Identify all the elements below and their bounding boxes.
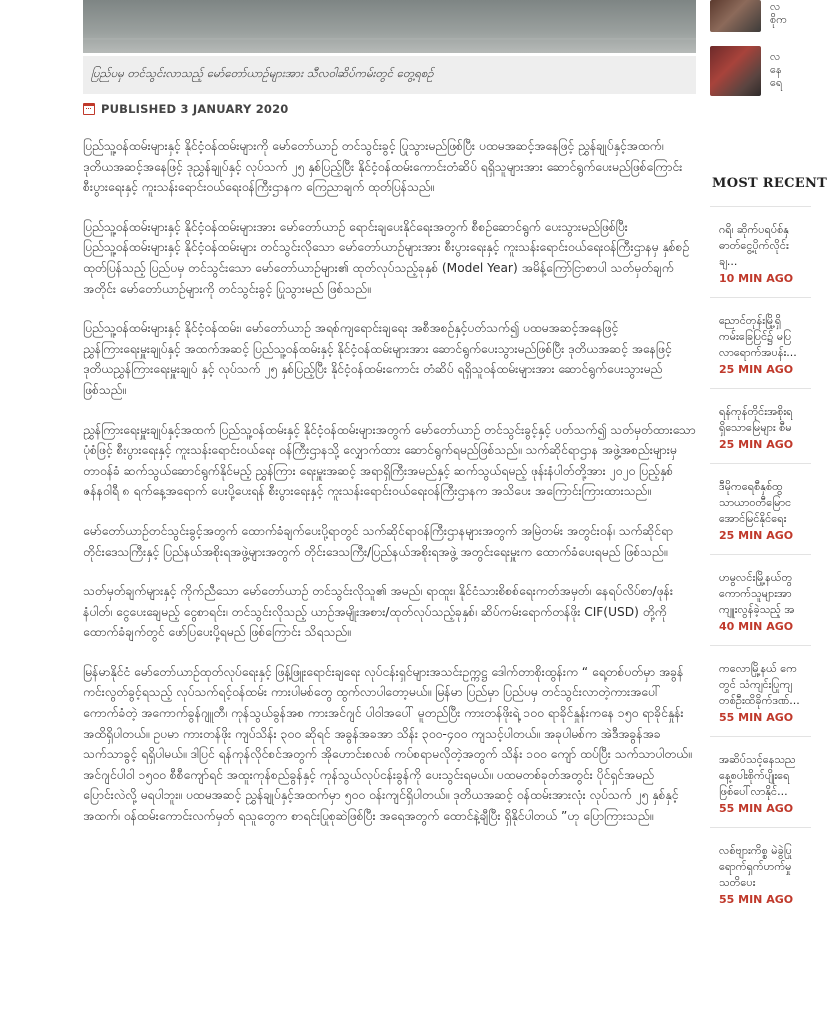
article-paragraph: ညွှန်ကြားရေးမှူးချုပ်နှင့်အထက် ပြည်သူ့ဝန်ထမ်းနှင့် နိုင်ငံ့ဝန်ထမ်းများအတွက် မော်တော်ယာဉ် တင်သွင်းခွင့်နှင့် ပတ်သက်၍ သတ်မှတ်ထားသောပုံစံဖြင့် စီးပွားရေးနှင့် ကူးသန်းရောင်းဝယ်ရေး ဝန်ကြီးဌာနသို့ လျှောက်ထား ဆောင်ရွက်ရမည်ဖြစ်သည်။ သက်ဆိုင်ရာဌာန အဖွဲ့အစည်းများမှ တာဝန်ခံ ဆက်သွယ်ဆောင်ရွက်နိုင်မည့် ညွှန်ကြား ရေးမှူးအဆင့် အရာရှိကြီးအမည်နှင့် ဆက်သွယ်ရမည့် ဖုန်းနံပါတ်တို့အား ၂၀၂၀ ပြည့်နှစ် ဇန်နဝါရီ ၈ ရက်နေ့အရောက် ပေးပို့ပေးရန် စီးပွားရေးနှင့် ကူးသန်းရောင်းဝယ်ရေးဝန်ကြီးဌာနက အသိပေး အကြောင်းကြားထားသည်။ — [83, 422, 696, 499]
recent-item-time: 25 MIN AGO — [719, 438, 794, 451]
recent-item[interactable] — [710, 554, 811, 645]
recent-item[interactable] — [710, 463, 811, 554]
most-recent-heading: MOST RECENT — [712, 176, 827, 191]
recent-item-time: 25 MIN AGO — [719, 529, 794, 542]
recent-item[interactable] — [710, 736, 811, 827]
article-paragraph: ပြည်သူ့ဝန်ထမ်းများနှင့် နိုင်ငံ့ဝန်ထမ်း၊ မော်တော်ယာဉ် အရစ်ကျရောင်းချရေး အစီအစဉ်နှင့်ပတ်သက်၍ ပထမအဆင့်အနေဖြင့် ညွှန်ကြားရေးမှူးချုပ်နှင့် အထက်အဆင့် ပြည်သူ့ဝန်ထမ်းနှင့် နိုင်ငံ့ဝန်ထမ်းများအား ဆောင်ရွက်ပေးသွားမည်ဖြစ်ပြီး ဒုတိယအဆင့် အနေဖြင့် ဒုတိယညွှန်ကြားရေးမှူးချုပ် နှင့် လုပ်သက် ၂၅ နှစ်ပြည့်ပြီး နိုင်ငံ့ဝန်ထမ်းကောင်း တံဆိပ် ရရှိသူဝန်ထမ်းများအား ဆောင်ရွက်ပေးသွားမည် ဖြစ်သည်။ — [83, 321, 672, 397]
article-paragraph: ပြည်သူ့ဝန်ထမ်းများနှင့် နိုင်ငံ့ဝန်ထမ်းများအား မော်တော်ယာဉ် ရောင်းချပေးနိုင်ရေးအတွက် စီစဉ်ဆောင်ရွက် ပေးသွားမည်ဖြစ်ပြီး ပြည်သူ့ဝန်ထမ်းများနှင့် နိုင်ငံ့ဝန်ထမ်းများ တင်သွင်းလိုသော မော်တော်ယာဉ်များအား စီးပွားရေးနှင့် ကူးသန်းရောင်းဝယ်ရေးဝန်ကြီးဌာနမှ နှစ်စဉ်ထုတ်ပြန်သည့် ပြည်ပမှ တင်သွင်းသော မော်တော်ယာဉ်များ၏ ထုတ်လုပ်သည့်ခုနှစ် (Model Year) အမိန့်ကြော်ငြာစာပါ သတ်မှတ်ချက်အတိုင်း မော်တော်ယာဉ်များကို တင်သွင်းခွင့် ပြုသွားမည် ဖြစ်သည်။ — [83, 219, 690, 296]
related-story-title[interactable]: လ နေ ရေ — [770, 50, 783, 89]
hero-image-detail — [83, 38, 696, 40]
article-paragraph: သတ်မှတ်ချက်များနှင့် ကိုက်ညီသော မော်တော်ယာဉ် တင်သွင်းလိုသူ၏ အမည်၊ ရာထူး၊ နိုင်ငံသားစိစစ်ရေးကတ်အမှတ်၊ နေရပ်လိပ်စာ/ဖုန်းနံပါတ်၊ ငွေပေးချေမည့် ငွေစာရင်း၊ တင်သွင်းလိုသည့် ယာဉ်အမျိုးအစား/ထုတ်လုပ်သည့်ခုနှစ်၊ ဆိပ်ကမ်းရောက်တန်ဖိုး CIF(USD) တို့ကို ထောက်ခံချက်တွင် ဖော်ပြပေးပို့ရမည် ဖြစ်ကြောင်း သိရသည်။ — [83, 584, 673, 640]
related-story-thumbnail[interactable] — [710, 0, 761, 32]
article-body — [83, 136, 696, 846]
related-story-title[interactable]: လ စိုက — [770, 0, 787, 26]
recent-item-time: 55 MIN AGO — [719, 893, 794, 906]
sidebar-related-story[interactable] — [710, 0, 787, 32]
recent-item-title[interactable]: ညောင်တုန်းမြို့ရှိ ကမ်းခြေပြင်၌ မပြ လာရောက်အပန်း... — [719, 314, 797, 359]
related-story-thumbnail[interactable] — [710, 46, 761, 96]
published-date — [83, 102, 289, 116]
recent-item[interactable] — [710, 206, 811, 297]
article-paragraph: မြန်မာနိုင်ငံ မော်တော်ယာဉ်ထုတ်လုပ်ရေးနှင့် ဖြန့်ဖြူးရောင်းချရေး လုပ်ငန်းရှင်များအသင်းဥက္ကဋ္ဌ ဒေါက်တာစိုးထွန်းက “ ရေ့တစ်ပတ်မှာ အခွန်ကင်းလွတ်ခွင့်ရသည့် လုပ်သက်ရင့်ဝန်ထမ်း ကားပါမစ်တွေ ထွက်လာပါတော့မယ်။ မြန်မာ ပြည်မှာ ပြည်ပမှ တင်သွင်းလာတဲ့ကားအပေါ် ကောက်ခံတဲ့ အကောက်ခွန်ဂျူတီ၊ ကုန်သွယ်ခွန်အစ ကားအင်ဂျင် ပါဝါအပေါ် မူတည်ပြီး ကားတန်ဖိုးရဲ့ ၁၀၀ ရာခိုင်နှုန်းကနေ ၁၅၀ ရာခိုင်နှုန်း အထိရှိပါတယ်။ ဥပမာ ကားတန်ဖိုး ကျပ်သိန်း ၃၀၀ ဆိုရင် အခွန်အခအာ သိန်း ၃၀၀-၄၀၀ ကျသင့်ပါတယ်။ အခုပါမစ်က အဲဒီအခွန်အခ သက်သာခွင့် ရရှိပါမယ်။ ဒါပြင် ရန်ကုန်လိုင်စင်အတွက် အိုဟောင်းစလစ် ကပ်စရာမလိုတဲ့အတွက် သိန်း ၁၀၀ ကျော် ထပ်ပြီး သက်သာပါတယ်။ အင်ဂျင်ပါဝါ ၁၅၀၀ စီစီကျော်ရင် အထူးကုန်စည်ခွန်နှင့် ကုန်သွယ်လုပ်ငန်းခွန်ကို ပေးသွင်းရမယ်။ ပထမတစ်ခုတ်အတွင်း ပိုင်ရှင်အမည် ပြောင်းလဲလို့ မရပါဘူး။ ပထမအဆင့် ညွှန်ချုပ်နှင့်အထက်မှာ ၅၀၀ ဝန်းကျင်ရှိပါတယ်။ ဒုတိယအဆင့် ဝန်ထမ်းအားလုံး လုပ်သက် ၂၅ နှစ်နှင့်အထက်၊ ဝန်ထမ်းကောင်းလက်မှတ် ရသူတွေက စာရင်းပြုစုဆဲဖြစ်ပြီး အရေအတွက် ထောင်နဲ့ချီပြီး ရှိနိုင်ပါတယ် ”ဟု ပြောကြားသည်။ — [83, 664, 692, 824]
recent-item[interactable] — [710, 297, 811, 388]
most-recent-list — [710, 206, 811, 918]
recent-item-time: 10 MIN AGO — [719, 272, 794, 285]
recent-item[interactable] — [710, 827, 811, 918]
recent-item-time: 55 MIN AGO — [719, 711, 794, 724]
sidebar — [710, 0, 827, 1023]
sidebar-related-story[interactable] — [710, 46, 782, 96]
recent-item-title[interactable]: လစ်ဗျားကိစ္စ မဲခွဲပြု ရောက်ရှက်ဟက်မှု သတိပေး — [719, 844, 792, 889]
recent-item-title[interactable]: အဆိပ်သင့်နေသည နေ့စပါးစိုက်ပျိုးရေ ဖြစ်ပေါ်လာနိုင်... — [719, 753, 796, 798]
recent-item-title[interactable]: ဂရိ၊ ဆိုက်ပရပ်စ်နှ ဓာတ်ငွေ့ပိုက်လိုင်း ချ... — [719, 223, 789, 268]
recent-item-title[interactable]: ဒီမိုကရေစီနှစ်ထွ သာယာဝတီမြောင အောင်မြင်နိုင်ရေး — [719, 480, 792, 525]
image-caption: ပြည်ပမှ တင်သွင်းလာသည့် မော်တော်ယာဉ်များအား သီလဝါဆိပ်ကမ်းတွင် တွေ့ရစဉ် — [83, 56, 696, 94]
recent-item-title[interactable]: ရန်ကုန်တိုင်းအစိုးရ ရှိသောမြေများ စီမ — [719, 405, 793, 434]
recent-item[interactable] — [710, 388, 811, 463]
article-hero-image — [83, 0, 696, 53]
recent-item-time: 25 MIN AGO — [719, 363, 794, 376]
recent-item-time: 55 MIN AGO — [719, 802, 794, 815]
published-date-label: PUBLISHED 3 JANUARY 2020 — [101, 102, 289, 116]
recent-item-title[interactable]: ဟမွလင်းမြို့နယ်တွ ကောက်သူများအာ ကျူးလွန်ခဲ့သည့် အ — [719, 571, 795, 616]
calendar-icon — [83, 103, 95, 115]
article-paragraph: ပြည်သူ့ဝန်ထမ်းများနှင့် နိုင်ငံ့ဝန်ထမ်းများကို မော်တော်ယာဉ် တင်သွင်းခွင့် ပြုသွားမည်ဖြစ်ပြီး ပထမအဆင့်အနေဖြင့် ညွှန်ချုပ်နှင့်အထက်၊ ဒုတိယအဆင့်အနေဖြင့် ဒုညွှန်ချုပ်နှင့် လုပ်သက် ၂၅ နှစ်ပြည့်ပြီး နိုင်ငံ့ဝန်ထမ်းကောင်းတံဆိပ် ရရှိသူများအား ဆောင်ရွက်ပေးမည်ဖြစ်ကြောင်း စီးပွားရေးနှင့် ကူးသန်းရောင်းဝယ်ရေးဝန်ကြီးဌာနက ကြေညာချက် ထုတ်ပြန်သည်။ — [83, 139, 683, 195]
recent-item-time: 40 MIN AGO — [719, 620, 794, 633]
article-paragraph: မော်တော်ယာဉ်တင်သွင်းခွင့်အတွက် ထောက်ခံချက်ပေးပို့ရာတွင် သက်ဆိုင်ရာဝန်ကြီးဌာနများအတွက် အမြဲတမ်း အတွင်းဝန်၊ သက်ဆိုင်ရာ တိုင်းဒေသကြီးနှင့် ပြည်နယ်အစိုးရအဖွဲ့များအတွက် တိုင်းဒေသကြီး/ပြည်နယ်အစိုးရအဖွဲ့ အတွင်းရေးမှူးက ထောက်ခံပေးရမည် ဖြစ်သည်။ — [83, 523, 673, 559]
recent-item-title[interactable]: ကလောမြို့နယ် ကေ တွင် သံကျင်းပြုကျ တစ်ဦးထိခိုက်ဒဏ်... — [719, 662, 800, 707]
recent-item[interactable] — [710, 645, 811, 736]
